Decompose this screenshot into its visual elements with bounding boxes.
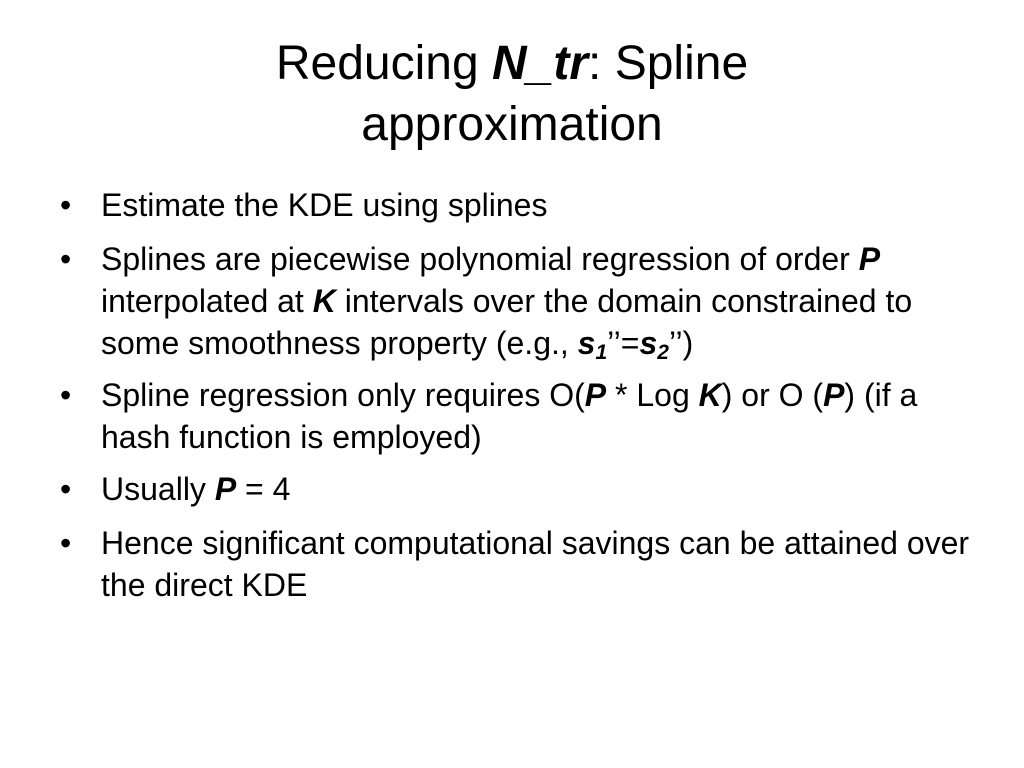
bullet-icon: •: [60, 377, 72, 413]
title-line-1: [0, 33, 1024, 94]
title-line-2: approximation: [361, 98, 663, 151]
bullet-text: * Log: [606, 377, 699, 413]
bullet-item-1: [56, 184, 976, 226]
bullet-icon: •: [60, 471, 72, 507]
variable-p: P: [584, 377, 607, 413]
title-suffix: : Spline: [588, 37, 749, 90]
bullet-text: Hence significant computational savings can be attained over the direct KDE: [101, 525, 970, 603]
bullet-icon: •: [60, 187, 72, 223]
bullet-text: = 4: [236, 471, 291, 507]
variable-p: P: [858, 241, 881, 277]
variable-k: K: [698, 377, 722, 413]
bullet-item-2: [56, 238, 976, 364]
bullet-text: ) (if a hash function is employed): [101, 377, 918, 455]
variable-k: K: [312, 283, 336, 319]
bullet-text: Estimate the KDE using splines: [101, 187, 548, 223]
bullet-item-3: [56, 374, 976, 458]
bullet-text: Usually: [101, 471, 215, 507]
variable-s2: [639, 325, 669, 364]
bullet-list: [56, 184, 976, 616]
variable-p: P: [214, 471, 237, 507]
variable-p: P: [823, 377, 845, 413]
bullet-text: ’’): [668, 325, 694, 361]
bullet-text: interpolated at: [101, 283, 313, 319]
bullet-text: Spline regression only requires O(: [101, 377, 585, 413]
variable-s: s: [639, 325, 658, 361]
subscript-1: 1: [595, 341, 608, 364]
variable-s: s: [577, 325, 596, 361]
title-prefix: Reducing: [275, 37, 492, 90]
subscript-2: 2: [657, 341, 669, 364]
bullet-text: Splines are piecewise polynomial regression of order: [101, 241, 859, 277]
bullet-text: ) or O (: [721, 377, 824, 413]
bullet-text: ’’=: [607, 325, 640, 361]
bullet-text: intervals over the domain constrained to some smoothness property (e.g.,: [101, 283, 913, 361]
bullet-item-4: [56, 468, 976, 510]
slide-title: [0, 33, 1024, 155]
variable-s1: [577, 325, 608, 364]
bullet-item-5: [56, 522, 976, 606]
bullet-icon: •: [60, 525, 72, 561]
bullet-icon: •: [60, 241, 72, 277]
title-emphasis: N_tr: [492, 37, 589, 90]
